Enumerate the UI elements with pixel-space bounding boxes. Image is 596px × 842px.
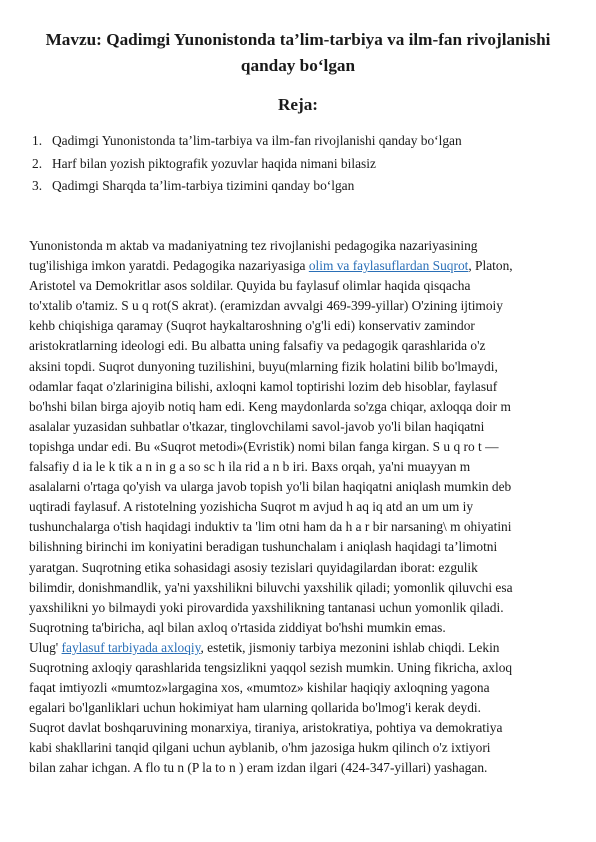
body-line: falsafiy d ia le k tik a n in g a so sc h ila rid a n b iri. Baxs orqah, ya'ni muayyan m <box>29 459 471 475</box>
body-line: odamlar faqat o'zlarinigina bilishi, axloqni kamol toptirishi lozim deb hisoblar, faylasuf <box>29 378 498 394</box>
plan-heading: Reja: <box>277 95 319 114</box>
body-line: Aristotel va Demokritlar asos soldilar. Quyida bu faylasuf olimlar haqida qisqacha <box>29 278 471 294</box>
plan-item-number: 2. <box>32 155 43 171</box>
body-line: yaxshilikni yo bilmaydi yoki pirovardida yaxshilikning tantanasi uchun yomonlik qiladi. <box>29 599 504 615</box>
body-line: faqat imtiyozli «mumtoz»largagina xos, «mumtoz» kishilar haqiqiy axloqning yagona <box>29 680 490 696</box>
body-line: asalalar yuzasidan suhbatlar o'tkazar, tinglovchilami savol-javob yo'li bilan haqiqatni <box>29 418 485 434</box>
body-text-segment: , estetik, jismoniy tarbiya mezonini ishlab chiqdi. Lekin <box>200 639 500 655</box>
body-line: aksini topdi. Suqrot dunyoning tuzilishini, buyu(mlarning fizik holatini bilib bo'lmaydi, <box>29 358 498 374</box>
body-line: egalari bo'lganliklari uchun hokimiyat ham ularning qollarida bo'lmog'i kerak deydi. <box>29 700 481 716</box>
body-text-segment: Ulug' <box>29 639 62 655</box>
body-line: tushunchalarga o'tish haqidagi induktiv ta 'lim otni ham da h a r bir narsaning\ m ohiyatini <box>29 519 512 535</box>
body-line: to'xtalib o'tamiz. S u q rot(S akrat). (eramizdan avvalgi 469-399-yillar) O'zining ijtimoiy <box>29 298 503 314</box>
plan-list <box>32 130 462 198</box>
plan-item <box>32 153 462 176</box>
plan-item <box>32 175 462 198</box>
body-line: kehb chiqishiga qaramay (Suqrot haykaltaroshning o'g'li edi) konservativ zamindor <box>29 318 475 334</box>
body-line: bilimdir, donishmandlik, ya'ni yaxshilikni biluvchi yaxshilik qiladi; yomonlik qiluvchi esa <box>29 579 513 595</box>
page-title <box>30 27 566 79</box>
body-line: bo'hshi bilan birga ajoyib notiq ham edi. Keng maydonlarda so'zga chiqar, axloqqa doir m <box>29 398 511 414</box>
faylasuf-link[interactable]: faylasuf tarbiyada axloqiy <box>61 639 201 655</box>
title-line-2: qanday bo‘lgan <box>240 56 356 75</box>
body-line: Suqrotning ta'biricha, aql bilan axloq o'rtasida ziddiyat bo'hshi mumkin emas. <box>29 619 446 635</box>
body-text-segment: tug'ilishiga imkon yaratdi. Pedagogika nazariyasiga <box>29 258 309 274</box>
body-line: asalalarni o'rtaga qo'yish va ularga javob topish yo'li bilan haqiqatni aniqlash mumkin deb <box>29 479 512 495</box>
body-line: Suqrot davlat boshqaruvining monarxiya, tiraniya, aristokratiya, pohtiya va demokratiya <box>29 720 503 736</box>
plan-item-number: 1. <box>32 133 43 148</box>
body-line <box>29 638 574 658</box>
body-paragraph <box>29 236 574 779</box>
plan-item-number: 3. <box>32 178 43 193</box>
suqrot-link[interactable]: olim va faylasuflardan Suqrot <box>308 258 469 274</box>
body-line: topishga undar edi. Bu «Suqrot metodi»(Evristik) nomi bilan fanga kirgan. S u q ro t — <box>29 438 499 454</box>
body-line <box>29 256 574 276</box>
plan-item <box>32 130 462 153</box>
body-line: yaratgan. Suqrotning etika sohasidagi asosiy tezislari quyidagilardan iborat: ezgulik <box>29 559 478 575</box>
body-line: bilan zahar ichgan. A flo tu n (P la to n ) eram izdan ilgari (424-347-yillari) yashagan. <box>29 760 488 776</box>
body-text-segment: , Platon, <box>468 258 513 274</box>
body-line: bilishning birinchi im koniyatini beradigan tushunchalam i aniqlash haqidagi ta’limotni <box>29 539 498 555</box>
body-line: kabi shakllarini tanqid qilgani uchun ayblanib, o'hm jazosiga hukm qilinch o'z ixtiyori <box>29 740 491 756</box>
body-line: uqtiradi faylasuf. A ristotelning yozishicha Suqrot m avjud h aq iq atd an um um iy <box>29 499 474 515</box>
title-line-1: Mavzu: Qadimgi Yunonistonda ta’lim-tarbiya va ilm-fan rivojlanishi <box>45 30 551 49</box>
body-line: Yunonistonda m aktab va madaniyatning tez rivojlanishi pedagogika nazariyasining <box>29 238 478 253</box>
body-line: Suqrotning axloqiy qarashlarida tengsizlikni yaqqol sezish mumkin. Uning fikricha, axloq <box>29 659 513 675</box>
plan-item-text: Harf bilan yozish piktografik yozuvlar haqida nimani bilasiz <box>52 155 376 171</box>
plan-item-text: Qadimgi Sharqda ta’lim-tarbiya tizimini qanday bo‘lgan <box>52 178 355 193</box>
plan-item-text: Qadimgi Yunonistonda ta’lim-tarbiya va ilm-fan rivojlanishi qanday bo‘lgan <box>52 133 462 148</box>
body-line: aristokratlarning ideologi edi. Bu albatta uning falsafiy va pedagogik qarashlarida o'z <box>29 338 486 354</box>
